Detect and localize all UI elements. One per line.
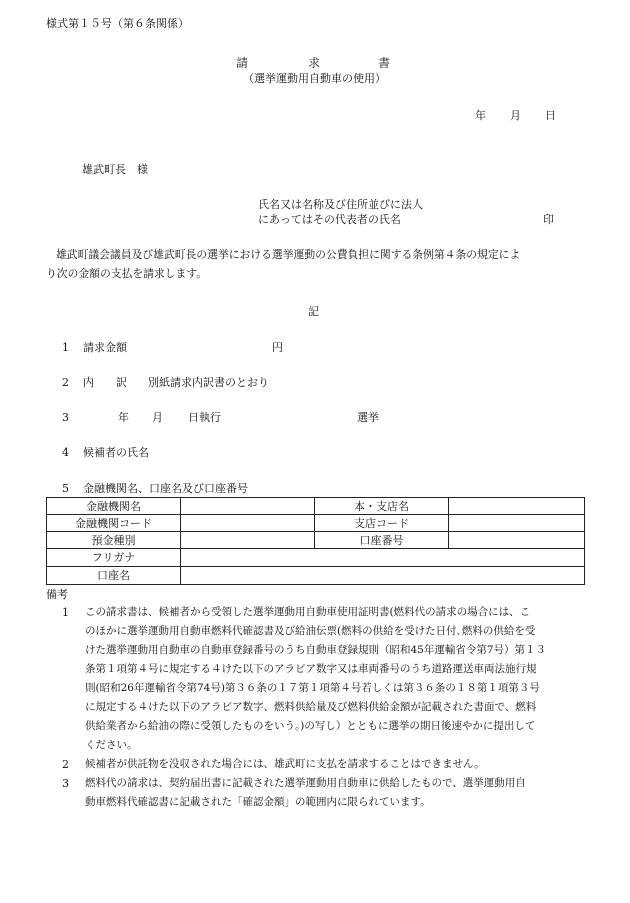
item-1-label: 請求金額 [83,341,127,354]
item-4-label: 候補者の氏名 [83,446,149,459]
note-2-number: 2 [62,758,69,771]
note-1-line-8: ください。 [85,739,138,751]
note-1-line-5: 則(昭和26年運輸省令第74号)第３６条の１７第１項第４号若しくは第３６条の１８第１項第３号 [85,682,540,694]
applicant-line-2: にあってはその代表者の氏名 [258,213,401,226]
branch-code-field[interactable] [449,515,585,532]
date-year: 年 [475,109,486,122]
item-3-month: 月 [152,411,163,424]
title-char-3: 書 [378,56,391,70]
bank-code-field[interactable] [181,515,315,532]
item-3-day: 日執行 [188,411,221,424]
account-name-field[interactable] [181,567,585,585]
item-3-election: 選挙 [357,411,379,424]
title-subtitle: （選挙運動用自動車の使用） [243,72,386,85]
body-line-2: り次の金額の支払を請求します。 [46,267,208,280]
furigana-label: フリガナ [47,549,181,567]
furigana-field[interactable] [181,549,585,567]
bank-account-table [46,497,585,585]
item-3-number: 3 [62,411,69,424]
branch-code-label: 支店コード [315,515,449,532]
item-3-year: 年 [118,411,129,424]
deposit-type-field[interactable] [181,532,315,549]
form-number: 様式第１５号（第６条関係） [46,17,189,30]
item-5-number: 5 [62,482,69,495]
bank-row-1 [47,498,585,515]
note-1-number: 1 [62,606,69,619]
addressee: 雄武町長 様 [82,163,148,176]
branch-name-field[interactable] [449,498,585,515]
applicant-seal: 印 [543,213,554,226]
bank-code-label: 金融機関コード [47,515,181,532]
item-4-number: 4 [62,446,69,459]
bank-name-field[interactable] [181,498,315,515]
note-1-line-2: のほかに選挙運動用自動車燃料代確認書及び給油伝票(燃料の供給を受けた日付､燃料の供給を受 [85,625,536,637]
account-name-label: 口座名 [47,567,181,585]
body-line-1: 雄武町議会議員及び雄武町長の選挙における選挙運動の公費負担に関する条例第４条の規定によ [56,248,521,261]
title-char-1: 請 [236,56,249,70]
bank-row-3 [47,532,585,549]
note-1-line-1: この請求書は、候補者から受領した選挙運動用自動車使用証明書(燃料代の請求の場合には、こ [85,606,531,618]
title-char-2: 求 [308,56,321,70]
date-day: 日 [545,109,556,122]
item-2-number: 2 [62,376,69,389]
account-number-field[interactable] [449,532,585,549]
note-1-line-3: けた選挙運動用自動車の自動車登録番号のうち自動車登録規則（昭和45年運輸省令第7号）第１３ [85,644,547,656]
notes-heading: 備考 [46,588,68,601]
deposit-type-label: 預金種別 [47,532,181,549]
item-1-number: 1 [62,341,69,354]
note-2-text: 候補者が供託物を没収された場合には、雄武町に支払を請求することはできません。 [85,758,485,770]
item-2-text: 別紙請求内訳書のとおり [148,376,269,389]
bank-name-label: 金融機関名 [47,498,181,515]
account-number-label: 口座番号 [315,532,449,549]
item-1-unit: 円 [272,341,283,354]
branch-name-label: 本・支店名 [315,498,449,515]
item-5-label: 金融機関名、口座名及び口座番号 [83,482,248,495]
note-3-line-2: 動車燃料代確認書に記載された「確認金額」の範囲内に限られています。 [85,796,431,808]
note-3-line-1: 燃料代の請求は、契約届出書に記載された選挙運動用自動車に供給したもので、選挙運動用自 [85,777,526,789]
applicant-line-1: 氏名又は名称及び住所並びに法人 [258,198,423,211]
note-1-line-7: 供給業者から給油の際に受領したものをいう。)の写し）とともに選挙の期日後速やかに提出して [85,720,536,732]
bank-row-account-name [47,567,585,585]
item-2-label: 内 訳 [83,376,127,389]
ki-mark: 記 [308,305,319,318]
note-1-line-6: に規定する４けた以下のアラビア数字、燃料供給量及び燃料供給金額が記載された書面で、燃料 [85,701,537,713]
bank-row-2 [47,515,585,532]
note-1-line-4: 条第１項第４号に規定する４けた以下のアラビア数字又は車両番号のうち道路運送車両法施行規 [85,663,537,675]
bank-row-furigana [47,549,585,567]
date-month: 月 [510,109,521,122]
note-3-number: 3 [62,777,69,790]
